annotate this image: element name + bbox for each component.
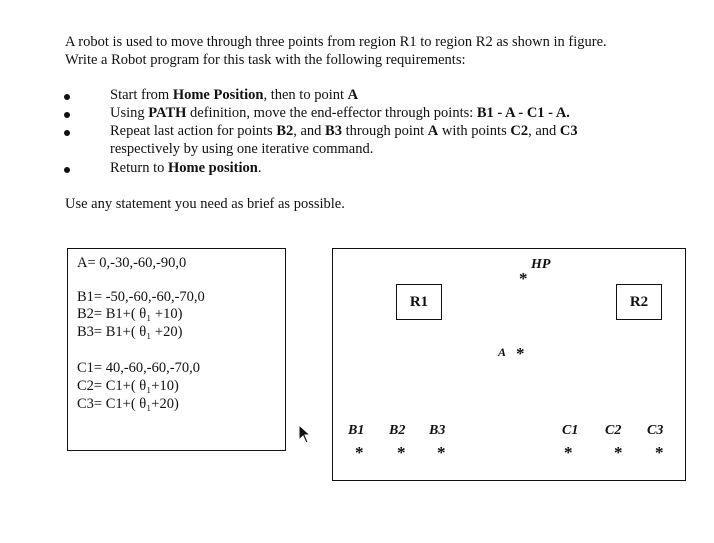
bullet-dot <box>64 94 70 100</box>
requirement-1: Start from Home Position, then to point A <box>110 87 359 103</box>
bullet-dot <box>64 167 70 173</box>
definition-b3: B3= B1+( θ₁ +20) <box>77 324 183 340</box>
point-b3-marker: * <box>437 443 446 462</box>
intro-line-2: Write a Robot program for this task with the following requirements: <box>65 52 466 68</box>
region-r2: R2 <box>616 284 662 320</box>
definition-c2: C2= C1+( θ₁+10) <box>77 378 179 394</box>
point-b3-label: B3 <box>429 423 446 438</box>
point-a-marker: * <box>516 344 525 363</box>
point-c2-label: C2 <box>605 423 622 438</box>
requirement-4: Return to Home position. <box>110 160 262 176</box>
bullet-dot <box>64 112 70 118</box>
intro-line-1: A robot is used to move through three points from region R1 to region R2 as shown in figure. <box>65 34 607 50</box>
point-c3-marker: * <box>655 443 664 462</box>
workspace-figure <box>332 248 686 481</box>
requirement-3-continued: respectively by using one iterative command. <box>110 141 374 157</box>
arrow-pointer-icon <box>298 424 312 444</box>
region-r1: R1 <box>396 284 442 320</box>
point-a-label: A <box>498 345 507 359</box>
bullet-dot <box>64 130 70 136</box>
point-c1-marker: * <box>564 443 573 462</box>
requirement-2: Using PATH definition, move the end-effector through points: B1 - A - C1 - A. <box>110 105 570 121</box>
point-c3-label: C3 <box>647 423 664 438</box>
definition-a: A= 0,-30,-60,-90,0 <box>77 255 187 271</box>
home-position-label: HP <box>531 257 551 272</box>
closing-instruction: Use any statement you need as brief as possible. <box>65 196 345 212</box>
definition-c1: C1= 40,-60,-60,-70,0 <box>77 360 200 376</box>
point-b2-marker: * <box>397 443 406 462</box>
point-definitions-box <box>67 248 286 451</box>
definition-b2: B2= B1+( θ₁ +10) <box>77 306 183 322</box>
point-b1-marker: * <box>355 443 364 462</box>
definition-c3: C3= C1+( θ₁+20) <box>77 396 179 412</box>
definition-b1: B1= -50,-60,-60,-70,0 <box>77 289 205 305</box>
point-c2-marker: * <box>614 443 623 462</box>
point-b2-label: B2 <box>389 423 406 438</box>
point-c1-label: C1 <box>562 423 579 438</box>
point-b1-label: B1 <box>348 423 365 438</box>
home-position-marker: * <box>519 269 528 288</box>
requirement-3: Repeat last action for points B2, and B3 through point A with points C2, and C3 <box>110 123 578 139</box>
